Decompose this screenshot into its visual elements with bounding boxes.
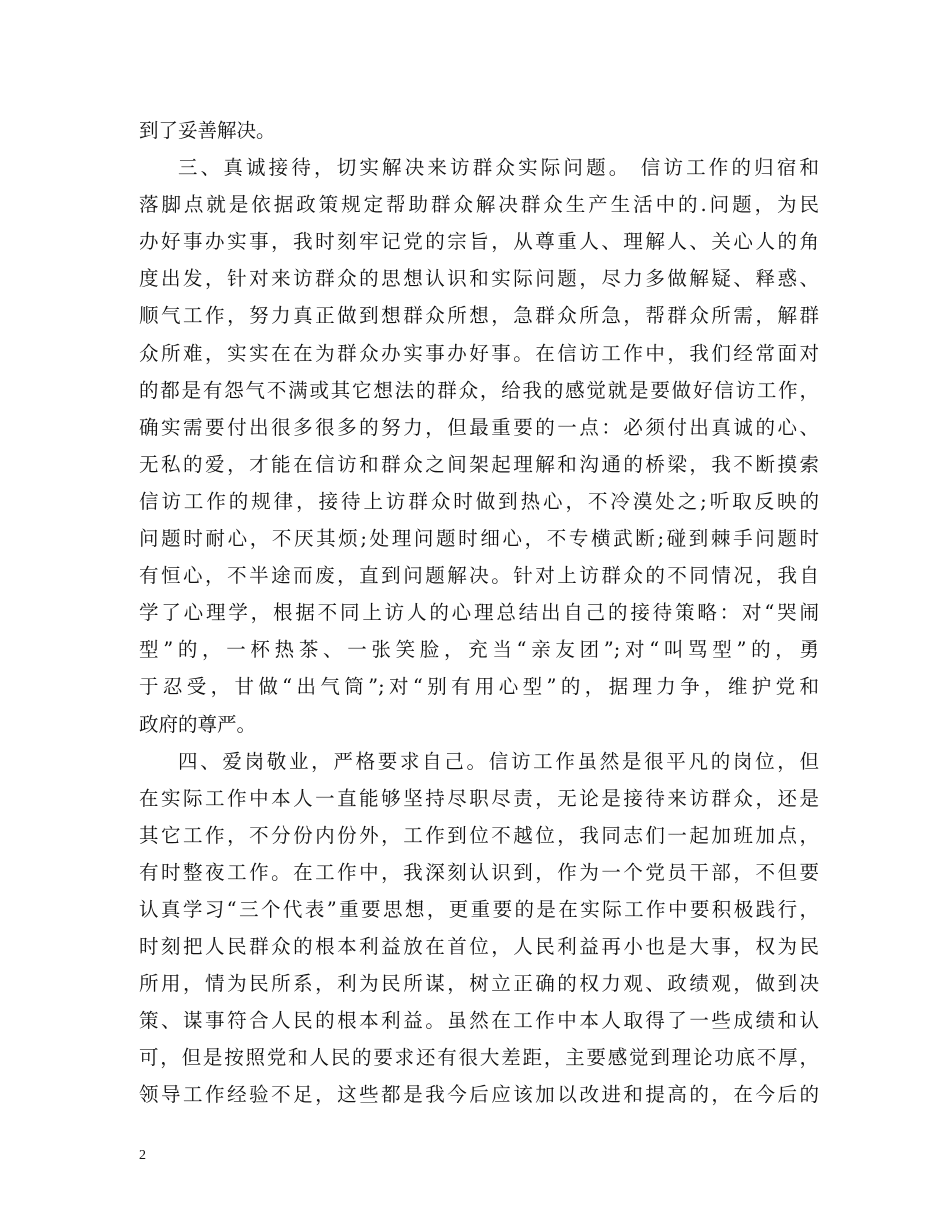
text-line: 于忍受，甘做“出气筒”;对“别有用心型”的，据理力争，维护党和 bbox=[139, 675, 819, 699]
text-line: 有时整夜工作。在工作中，我深刻认识到，作为一个党员干部，不但要 bbox=[139, 860, 819, 884]
text-line: 众所难，实实在在为群众办实事办好事。在信访工作中，我们经常面对 bbox=[139, 341, 819, 365]
text-line: 可，但是按照党和人民的要求还有很大差距，主要感觉到理论功底不厚， bbox=[139, 1046, 819, 1070]
text-line: 问题时耐心，不厌其烦;处理问题时细心，不专横武断;碰到棘手问题时 bbox=[139, 527, 819, 551]
document-body bbox=[139, 112, 819, 1114]
text-line: 其它工作，不分份内份外，工作到位不越位，我同志们一起加班加点， bbox=[139, 823, 819, 847]
text-line: 信访工作的规律，接待上访群众时做到热心，不冷漠处之;听取反映的 bbox=[139, 489, 819, 513]
text-line: 领导工作经验不足，这些都是我今后应该加以改进和提高的，在今后的 bbox=[139, 1083, 819, 1107]
text-line: 有恒心，不半途而废，直到问题解决。针对上访群众的不同情况，我自 bbox=[139, 564, 819, 588]
text-line: 学了心理学，根据不同上访人的心理总结出自己的接待策略：对“哭闹 bbox=[139, 601, 819, 625]
text-line: 无私的爱，才能在信访和群众之间架起理解和沟通的桥梁，我不断摸索 bbox=[139, 452, 819, 476]
text-line: 办好事办实事，我时刻牢记党的宗旨，从尊重人、理解人、关心人的角 bbox=[139, 230, 819, 254]
page-number: 2 bbox=[139, 1148, 146, 1163]
text-line: 策、谋事符合人民的根本利益。虽然在工作中本人取得了一些成绩和认 bbox=[139, 1009, 819, 1033]
text-line: 政府的尊严。 bbox=[139, 712, 257, 736]
text-line: 到了妥善解决。 bbox=[139, 119, 276, 142]
text-line: 在实际工作中本人一直能够坚持尽职尽责，无论是接待来访群众，还是 bbox=[139, 786, 819, 810]
text-line: 认真学习“三个代表”重要思想，更重要的是在实际工作中要积极践行， bbox=[139, 897, 819, 921]
text-line: 四、爱岗敬业，严格要求自己。信访工作虽然是很平凡的岗位，但 bbox=[178, 749, 819, 773]
text-line: 三、真诚接待，切实解决来访群众实际问题。 信访工作的归宿和 bbox=[178, 156, 819, 180]
text-line: 落脚点就是依据政策规定帮助群众解决群众生产生活中的.问题，为民 bbox=[139, 193, 819, 217]
text-line: 所用，情为民所系，利为民所谋，树立正确的权力观、政绩观，做到决 bbox=[139, 972, 819, 996]
text-line: 顺气工作，努力真正做到想群众所想，急群众所急，帮群众所需，解群 bbox=[139, 304, 819, 328]
text-line: 确实需要付出很多很多的努力，但最重要的一点：必须付出真诚的心、 bbox=[139, 415, 819, 439]
text-line: 度出发，针对来访群众的思想认识和实际问题，尽力多做解疑、释惑、 bbox=[139, 267, 819, 291]
text-line: 时刻把人民群众的根本利益放在首位，人民利益再小也是大事，权为民 bbox=[139, 935, 819, 959]
text-line: 型”的，一杯热茶、一张笑脸，充当“亲友团”;对“叫骂型”的，勇 bbox=[139, 638, 819, 662]
text-line: 的都是有怨气不满或其它想法的群众，给我的感觉就是要做好信访工作， bbox=[139, 378, 819, 402]
